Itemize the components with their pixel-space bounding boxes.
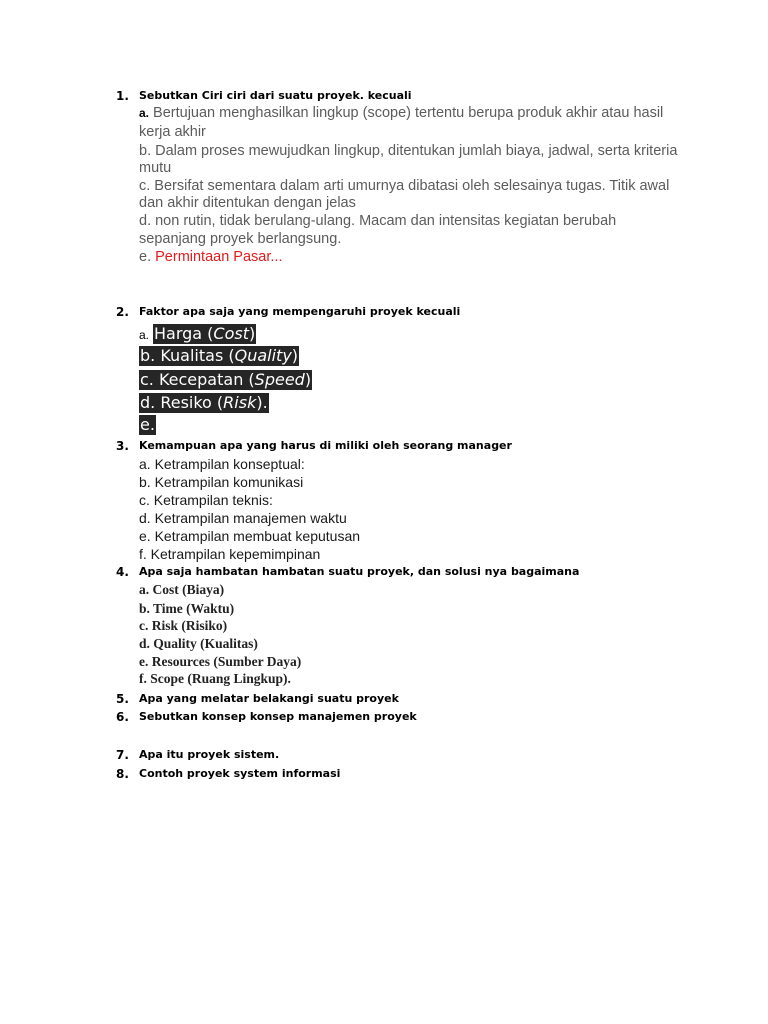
- option-text: ): [291, 346, 299, 365]
- option-a: [139, 104, 663, 122]
- option-e: [139, 248, 282, 266]
- option-d: d. non rutin, tidak berulang-ulang. Macam dan intensitas kegiatan berubah: [139, 213, 617, 229]
- question-number: 5.: [116, 692, 129, 706]
- option-text-italic: Risk: [223, 393, 257, 412]
- question-number: 1.: [116, 89, 129, 103]
- question-text: Apa saja hambatan hambatan suatu proyek, dan solusi nya bagaimana: [139, 565, 580, 578]
- option-c: c. Risk (Risiko): [139, 618, 228, 633]
- option-text: Bertujuan menghasilkan lingkup (scope) tertentu berupa produk akhir atau hasil: [149, 105, 664, 121]
- option-c: c. Bersifat sementara dalam arti umurnya dibatasi oleh selesainya tugas. Titik awal: [139, 178, 670, 194]
- question-number: 6.: [116, 710, 129, 724]
- option-f: f. Scope (Ruang Lingkup).: [139, 671, 291, 686]
- option-e: e.: [140, 415, 155, 434]
- option-text-italic: Cost: [213, 324, 249, 343]
- question-text: Sebutkan Ciri ciri dari suatu proyek. kecuali: [139, 89, 412, 102]
- option-c-continued: dan akhir ditentukan dengan jelas: [139, 195, 356, 211]
- option-a: a. Ketrampilan konseptual:: [139, 456, 305, 472]
- option-text: ): [249, 324, 256, 343]
- option-a: [153, 324, 256, 344]
- option-b: b. Time (Waktu): [139, 601, 235, 616]
- option-label: e.: [139, 249, 156, 265]
- option-d: d. Ketrampilan manajemen waktu: [139, 510, 347, 526]
- option-c: c. Ketrampilan teknis:: [139, 492, 273, 508]
- question-text: Contoh proyek system informasi: [139, 767, 341, 780]
- option-text: ): [304, 370, 312, 389]
- question-number: 4.: [116, 565, 129, 579]
- option-b-continued: mutu: [139, 160, 172, 176]
- option-text: ).: [256, 393, 268, 412]
- option-text-italic: Quality: [234, 346, 292, 365]
- question-number: 7.: [116, 748, 129, 762]
- question-number: 8.: [116, 767, 129, 781]
- option-a-continued: kerja akhir: [139, 124, 206, 140]
- question-number: 2.: [116, 305, 129, 319]
- option-a: a. Cost (Biaya): [139, 582, 225, 597]
- option-f: f. Ketrampilan kepemimpinan: [139, 546, 321, 562]
- question-text: Kemampuan apa yang harus di miliki oleh seorang manager: [139, 439, 512, 452]
- option-e: e. Ketrampilan membuat keputusan: [139, 528, 361, 544]
- option-text: d. Resiko (: [140, 393, 224, 412]
- option-label: a.: [139, 106, 150, 120]
- option-d-continued: sepanjang proyek berlangsung.: [139, 231, 342, 247]
- option-text-italic: Speed: [254, 370, 305, 389]
- question-text: Faktor apa saja yang mempengaruhi proyek kecuali: [139, 305, 461, 318]
- option-text: c. Kecepatan (: [140, 370, 255, 389]
- option-b: b. Dalam proses mewujudkan lingkup, ditentukan jumlah biaya, jadwal, serta kriteria: [139, 143, 678, 159]
- question-text: Apa itu proyek sistem.: [139, 748, 280, 761]
- question-number: 3.: [116, 439, 129, 453]
- option-text: Harga (: [154, 324, 214, 343]
- option-label: a.: [139, 328, 150, 342]
- option-text: b. Kualitas (: [140, 346, 235, 365]
- option-text-highlighted: Permintaan Pasar...: [155, 249, 283, 265]
- option-e: e. Resources (Sumber Daya): [139, 654, 302, 669]
- option-c: [139, 370, 312, 390]
- option-b: [139, 346, 299, 366]
- option-b: b. Ketrampilan komunikasi: [139, 474, 304, 490]
- option-d: d. Quality (Kualitas): [139, 636, 258, 651]
- question-text: Sebutkan konsep konsep manajemen proyek: [139, 710, 417, 723]
- question-text: Apa yang melatar belakangi suatu proyek: [139, 692, 399, 705]
- option-d: [139, 393, 269, 413]
